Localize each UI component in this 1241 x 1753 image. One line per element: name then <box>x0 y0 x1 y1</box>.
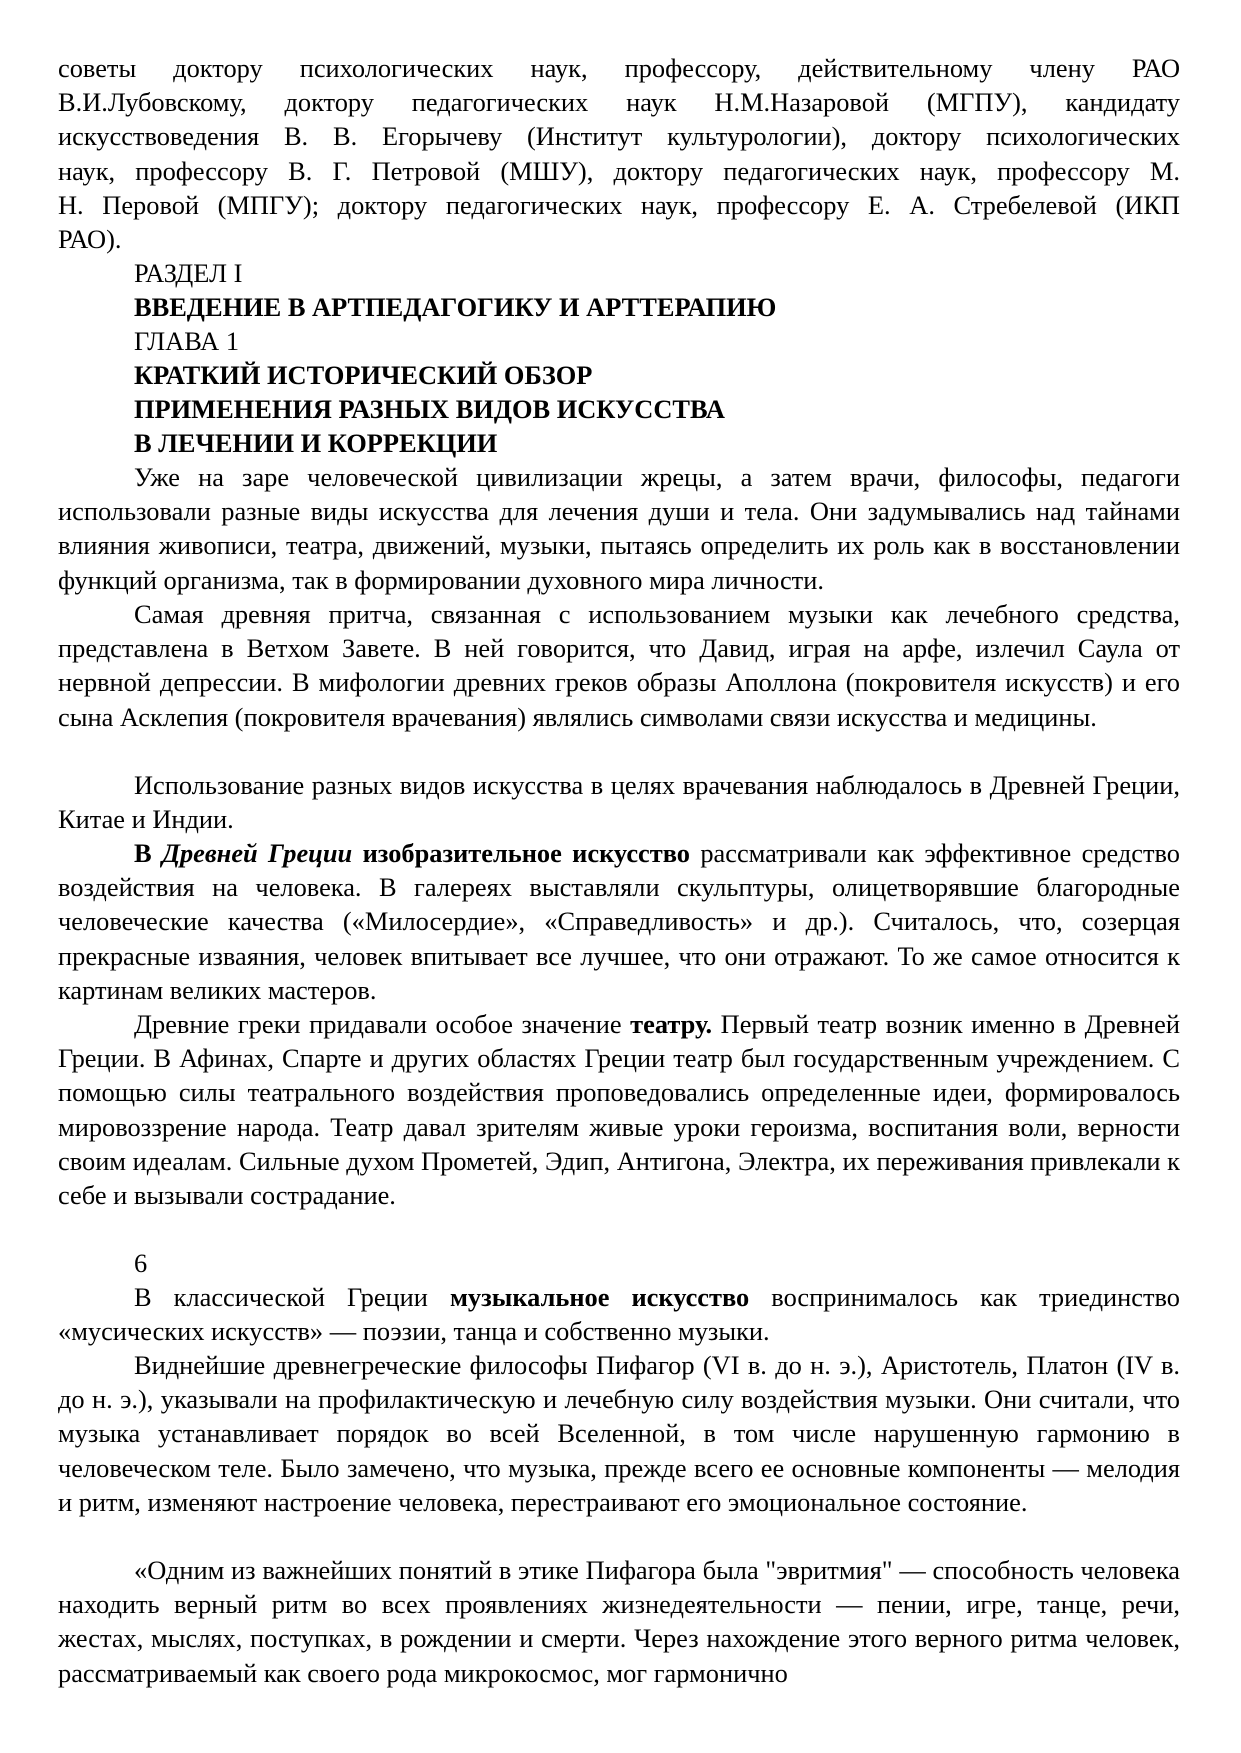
bold-text: изобразительное искусство <box>362 838 690 868</box>
chapter-title-line: КРАТКИЙ ИСТОРИЧЕСКИЙ ОБЗОР <box>134 360 593 390</box>
bold-text: театру. <box>630 1009 713 1039</box>
intro-line: В.И.Лубовскому, доктору педагогических наук Н.М.Назаровой (МГПУ), кандидату <box>58 87 1180 118</box>
section-title: ВВЕДЕНИЕ В АРТПЕДАГОГИКУ И АРТТЕРАПИЮ <box>134 292 777 322</box>
section-label: РАЗДЕЛ I <box>134 258 243 288</box>
bold-text: музыкальное искусство <box>449 1282 750 1312</box>
paragraph-text: рассматривали как эффективное средство воздействия на человека. В галереях выставляли скульптуры, олицетворявшие благородные человеческие качества («Милосердие», «Справедливость» и др.). Считалось, что, созерцая прекрасные изваяния, человек впитывает все лучшее, что они отражают. То же самое относится к картинам великих мастеров. <box>58 838 1181 1005</box>
page-number: 6 <box>134 1248 148 1278</box>
intro-line: искусствоведения В. В. Егорычеву (Институт культурологии), доктору психологических <box>58 121 1180 152</box>
bold-text: В <box>134 838 152 868</box>
paragraph-text: Первый театр возник именно в Древней Греции. В Афинах, Спарте и других областях Греции театр был государственным учреждением. С помощью силы театрального воздействия проповедовались определенные идеи, формировалось мировоззрение народа. Театр давал зрителям живые уроки героизма, воспитания воли, верности своим идеалам. Сильные духом Прометей, Эдип, Антигона, Электра, их переживания привлекали к себе и вызывали сострадание. <box>58 1009 1180 1211</box>
chapter-label: ГЛАВА 1 <box>134 326 240 356</box>
intro-paragraph <box>58 51 1180 256</box>
chapter-title-line: В ЛЕЧЕНИИ И КОРРЕКЦИИ <box>134 428 498 458</box>
paragraph-4 <box>58 836 1180 1007</box>
paragraph-text: Древние греки придавали особое значение <box>134 1009 622 1039</box>
bold-italic-text: Древней Греции <box>161 838 353 868</box>
paragraph-text: В классической Греции <box>134 1282 428 1312</box>
intro-line: РАО). <box>58 224 122 255</box>
paragraph-1: Уже на заре человеческой цивилизации жрецы, а затем врачи, философы, педагоги использовали разные виды искусства для лечения души и тела. Они задумывались над тайнами влияния живописи, театра, движений, музыки, пытаясь определить их роль как в восстановлении функций организма, так в формировании духовного мира личности. <box>58 462 1180 595</box>
paragraph-3: Использование разных видов искусства в целях врачевания наблюдалось в Древней Греции, Китае и Индии. <box>58 770 1180 835</box>
paragraph-5 <box>58 1007 1180 1212</box>
intro-line: наук, профессору В. Г. Петровой (МШУ), доктору педагогических наук, профессору М. <box>58 155 1180 186</box>
paragraph-6 <box>58 1280 1180 1348</box>
paragraph-7: Виднейшие древнегреческие философы Пифагор (VI в. до н. э.), Аристотель, Платон (IV в. до н. э.), указывали на профилактическую и лечебную силу воздействия музыки. Они считали, что музыка устанавливает порядок во всей Вселенной, в том числе нарушенную гармонию в человеческом теле. Было замечено, что музыка, прежде всего ее основные компоненты — мелодия и ритм, изменяют настроение человека, перестраивают его эмоциональное состояние. <box>58 1350 1180 1517</box>
paragraph-8: «Одним из важнейших понятий в этике Пифагора была "эвритмия" — способность человека находить верный ритм во всех проявлениях жизнедеятельности — пении, игре, танце, речи, жестах, мыслях, поступках, в рождении и смерти. Через нахождение этого верного ритма человек, рассматриваемый как своего рода микрокосмос, мог гармонично <box>58 1555 1180 1688</box>
intro-line: советы доктору психологических наук, профессору, действительному члену РАО <box>58 53 1180 83</box>
paragraph-text: воспринималось как триединство «мусических искусств» — поэзии, танца и собственно музыки. <box>58 1282 1180 1347</box>
paragraph-2: Самая древняя притча, связанная с использованием музыки как лечебного средства, представлена в Ветхом Завете. В ней говорится, что Давид, играя на арфе, излечил Саула от нервной депрессии. В мифологии древних греков образы Аполлона (покровителя искусств) и его сына Асклепия (покровителя врачевания) являлись символами связи искусства и медицины. <box>58 599 1180 732</box>
intro-line: Н. Перовой (МПГУ); доктору педагогических наук, профессору Е. А. Стребелевой (ИКП <box>58 189 1180 220</box>
chapter-title-line: ПРИМЕНЕНИЯ РАЗНЫХ ВИДОВ ИСКУССТВА <box>134 394 725 424</box>
